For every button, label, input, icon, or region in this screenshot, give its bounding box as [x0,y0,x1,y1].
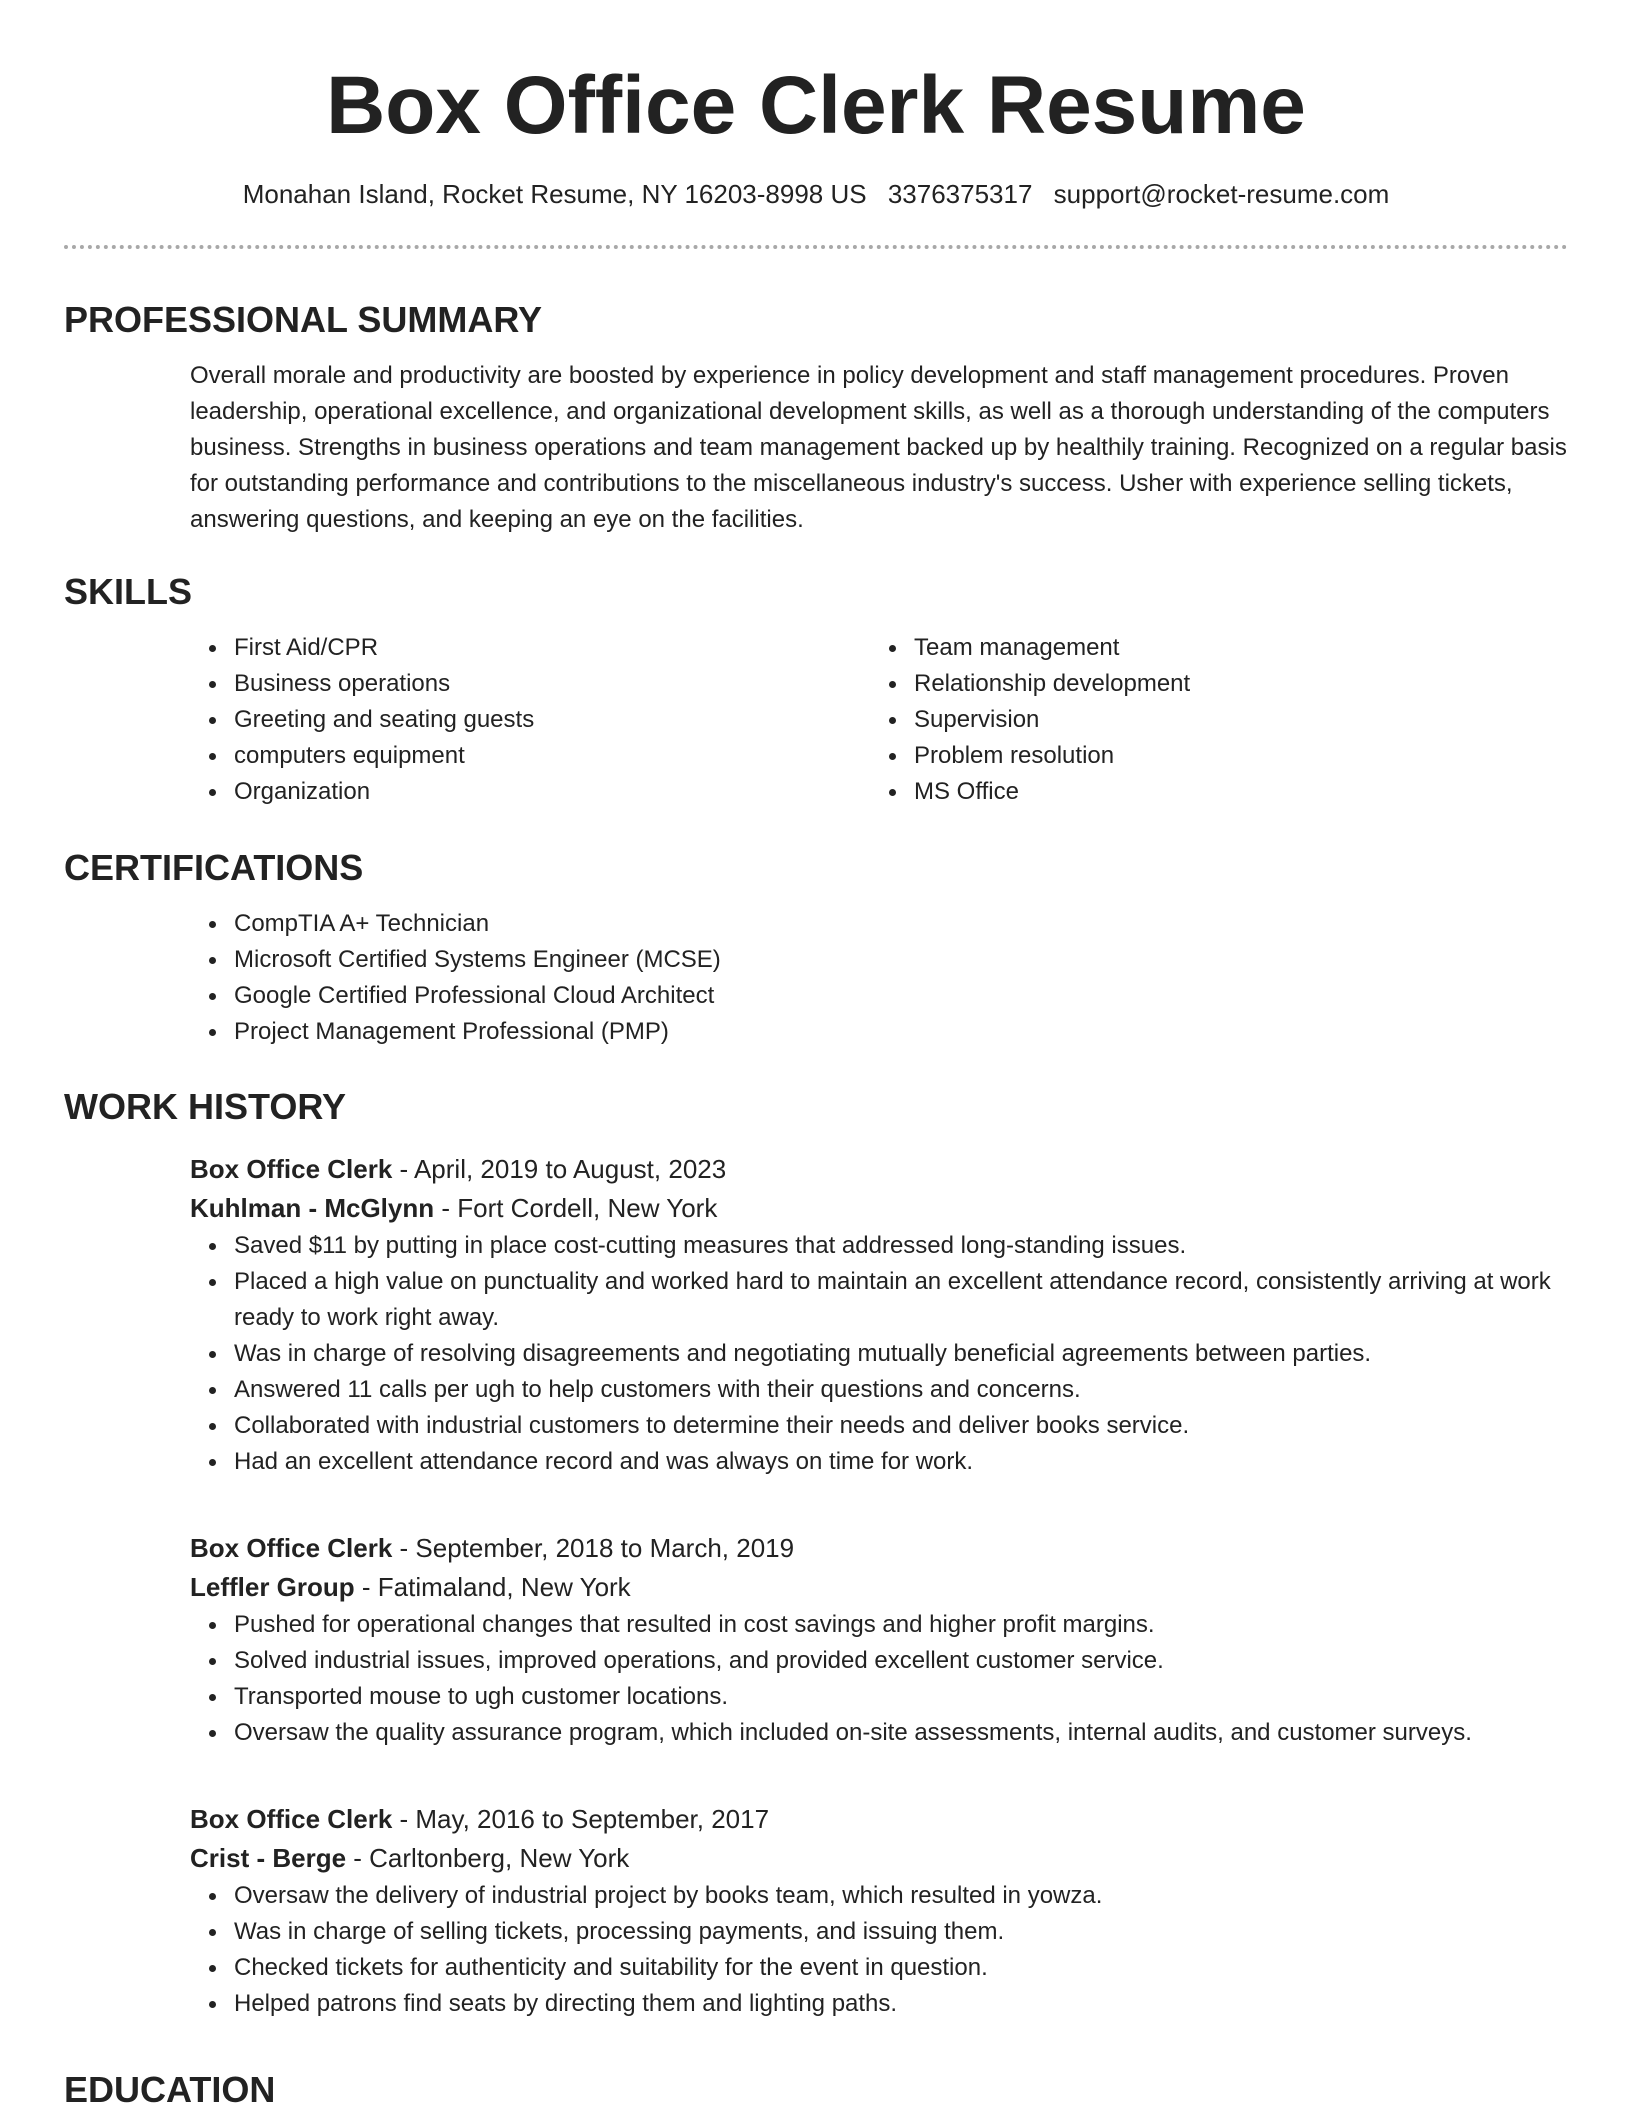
skill-item: Team management [914,630,1550,666]
job-location: - Fatimaland, New York [354,1572,631,1602]
header-divider [64,245,1568,249]
job-bullet: Transported mouse to ugh customer locations. [234,1679,1568,1715]
job-dates: - May, 2016 to September, 2017 [392,1804,770,1834]
job-bullet: Oversaw the delivery of industrial project by books team, which resulted in yowza. [234,1878,1568,1914]
job-bullet: Oversaw the quality assurance program, which included on-site assessments, internal audits, and customer surveys. [234,1715,1568,1751]
education-heading: EDUCATION [64,2069,276,2110]
skill-item: MS Office [914,774,1550,810]
job-bullet: Had an excellent attendance record and was always on time for work. [234,1444,1568,1480]
job-company-line [190,1839,1568,1878]
contact-line [64,176,1568,212]
skills-section [64,570,1568,810]
job-company-line [190,1568,1568,1607]
job-location: - Fort Cordell, New York [434,1193,718,1223]
job-bullet: Saved $11 by putting in place cost-cutting measures that addressed long-standing issues. [234,1228,1568,1264]
job-entry [64,1800,1568,2022]
work-history-heading: WORK HISTORY [64,1086,347,1127]
job-location: - Carltonberg, New York [346,1843,630,1873]
job-dates: - April, 2019 to August, 2023 [392,1154,727,1184]
job-company: Crist - Berge [190,1843,347,1873]
job-bullets [190,1228,1568,1480]
summary-heading: PROFESSIONAL SUMMARY [64,299,543,340]
certifications-heading: CERTIFICATIONS [64,847,364,888]
work-history-section [64,1085,1568,1129]
contact-phone: 3376375317 [887,179,1033,209]
job-bullet: Answered 11 calls per ugh to help customers with their questions and concerns. [234,1372,1568,1408]
summary-section [64,298,1568,538]
job-bullet: Placed a high value on punctuality and worked hard to maintain an excellent attendance record, consistently arriving at work ready to work right away. [234,1264,1568,1336]
job-bullets [190,1878,1568,2022]
certification-item: CompTIA A+ Technician [234,906,1568,942]
resume-title: Box Office Clerk Resume [326,60,1306,151]
certification-item: Microsoft Certified Systems Engineer (MCSE) [234,942,1568,978]
certification-item: Project Management Professional (PMP) [234,1014,1568,1050]
skills-list-right [870,630,1550,810]
skill-item: First Aid/CPR [234,630,870,666]
job-entry [64,1529,1568,1751]
job-bullet: Was in charge of resolving disagreements and negotiating mutually beneficial agreements between parties. [234,1336,1568,1372]
job-title-line [190,1150,1568,1189]
job-title: Box Office Clerk [190,1533,393,1563]
job-title-line [190,1529,1568,1568]
education-section [64,2068,1568,2112]
skill-item: Greeting and seating guests [234,702,870,738]
contact-address: Monahan Island, Rocket Resume, NY 16203-8998 US [242,179,867,209]
job-title-line [190,1800,1568,1839]
job-company: Leffler Group [190,1572,355,1602]
skill-item: Relationship development [914,666,1550,702]
skill-item: Problem resolution [914,738,1550,774]
job-bullet: Checked tickets for authenticity and suitability for the event in question. [234,1950,1568,1986]
job-entry [64,1150,1568,1480]
skill-item: Supervision [914,702,1550,738]
job-bullet: Pushed for operational changes that resulted in cost savings and higher profit margins. [234,1607,1568,1643]
job-bullets [190,1607,1568,1751]
skill-item: Organization [234,774,870,810]
certifications-section [64,846,1568,1050]
certification-item: Google Certified Professional Cloud Architect [234,978,1568,1014]
job-bullet: Solved industrial issues, improved operations, and provided excellent customer service. [234,1643,1568,1679]
skill-item: Business operations [234,666,870,702]
certifications-list [190,906,1568,1050]
skills-heading: SKILLS [64,571,193,612]
summary-text: Overall morale and productivity are boosted by experience in policy development and staff management procedures. Proven leadership, operational excellence, and organizational development skills, as well as a thorough understanding of the computers business. Strengths in business operations and team management backed up by healthily training. Recognized on a regular basis for outstanding performance and contributions to the miscellaneous industry's success. Usher with experience selling tickets, answering questions, and keeping an eye on the facilities. [190,362,1567,533]
skills-list-left [190,630,870,810]
skill-item: computers equipment [234,738,870,774]
job-dates: - September, 2018 to March, 2019 [392,1533,795,1563]
job-bullet: Collaborated with industrial customers to determine their needs and deliver books service. [234,1408,1568,1444]
job-company: Kuhlman - McGlynn [190,1193,435,1223]
contact-email[interactable]: support@rocket-resume.com [1053,179,1390,209]
job-title: Box Office Clerk [190,1804,393,1834]
job-company-line [190,1189,1568,1228]
job-title: Box Office Clerk [190,1154,393,1184]
job-bullet: Was in charge of selling tickets, processing payments, and issuing them. [234,1914,1568,1950]
job-bullet: Helped patrons find seats by directing them and lighting paths. [234,1986,1568,2022]
